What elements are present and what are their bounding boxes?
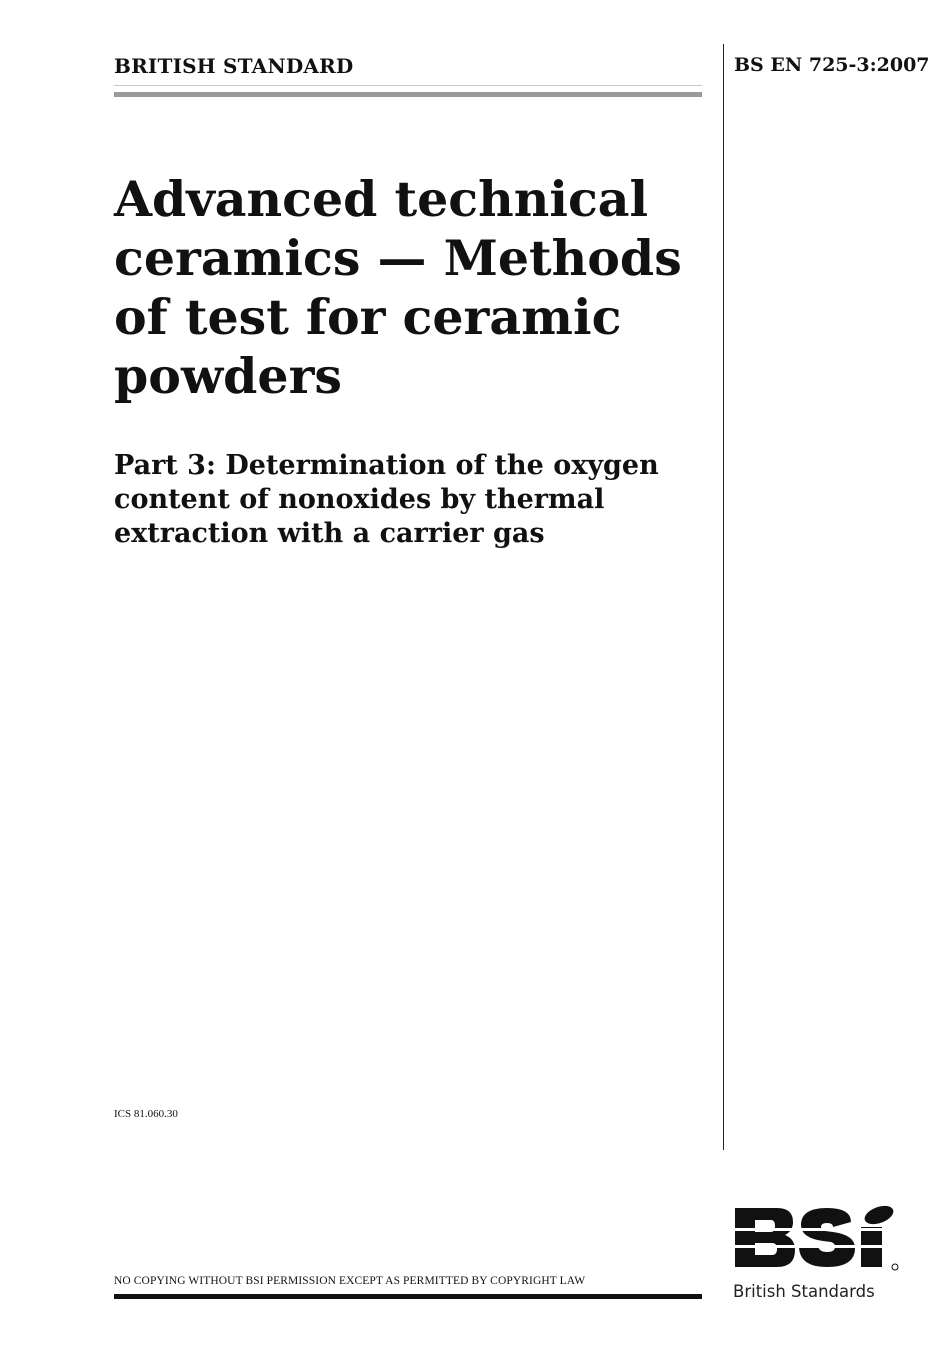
- ics-code: ICS 81.060.30: [114, 1108, 178, 1120]
- registered-mark: [892, 1264, 898, 1270]
- logo-letter-b: [735, 1208, 795, 1267]
- document-part-title: Part 3: Determination of the oxygen content of nonoxides by thermal extraction with a carrier gas: [114, 450, 659, 549]
- logo-stripe: [733, 1228, 885, 1231]
- logo-letter-s: [799, 1208, 855, 1267]
- header-thick-rule: [114, 92, 702, 97]
- footer-rule: [114, 1294, 702, 1299]
- vertical-divider: [723, 44, 724, 1150]
- document-title: Advanced technical ceramics — Methods of test for ceramic powders: [114, 170, 682, 405]
- copyright-notice: NO COPYING WITHOUT BSI PERMISSION EXCEPT AS PERMITTED BY COPYRIGHT LAW: [114, 1275, 586, 1287]
- logo-letter-i: [861, 1205, 896, 1267]
- logo-caption: British Standards: [733, 1282, 875, 1301]
- standard-number: BS EN 725-3:2007: [734, 54, 930, 76]
- header-label: BRITISH STANDARD: [114, 54, 354, 78]
- bsi-logo-mark: [733, 1205, 903, 1277]
- logo-stripe: [733, 1245, 885, 1248]
- header-thin-rule: [114, 85, 702, 86]
